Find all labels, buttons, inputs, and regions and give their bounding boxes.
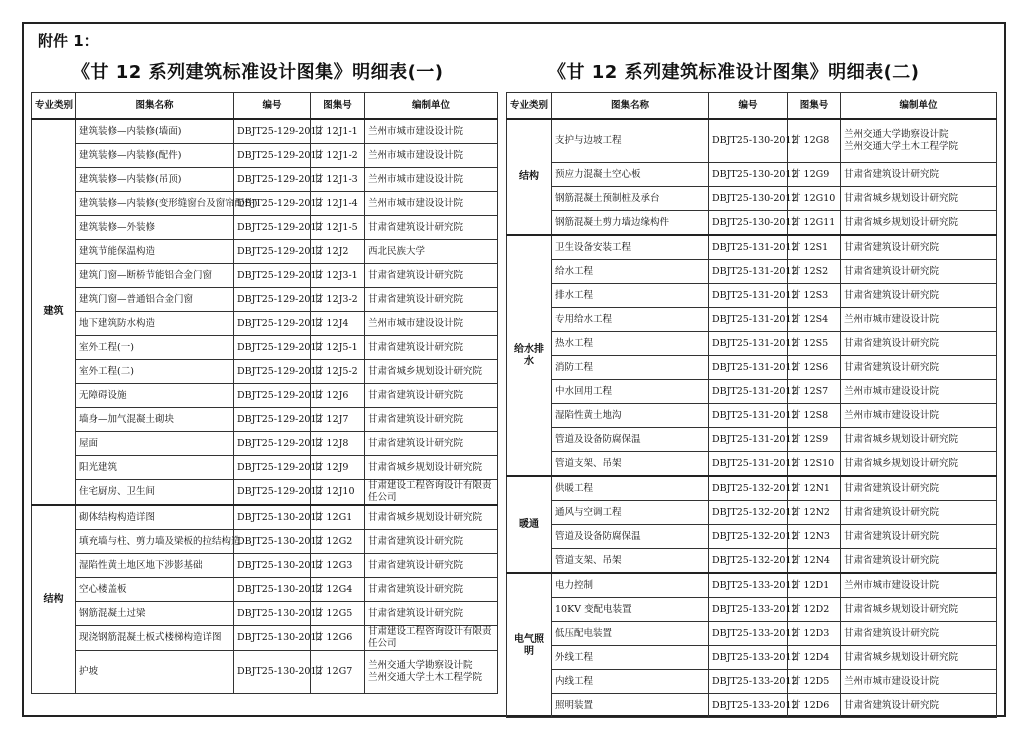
atlas-number-cell: 甘 12G9 [788, 163, 841, 187]
code-cell: DBJT25-129-2012 [234, 312, 311, 336]
organization-cell: 甘肃省建筑设计研究院 [365, 578, 498, 602]
right-table-title: 《甘 12 系列建筑标准设计图集》明细表(二) [548, 62, 920, 83]
atlas-number-cell: 甘 12J2 [311, 240, 365, 264]
atlas-number-cell: 甘 12J1-5 [311, 216, 365, 240]
table-row [32, 119, 498, 144]
atlas-number-cell: 甘 12D1 [788, 573, 841, 598]
atlas-name-cell: 地下建筑防水构造 [76, 312, 234, 336]
code-cell: DBJT25-130-2012 [709, 163, 788, 187]
header-organization: 编制单位 [841, 93, 997, 120]
atlas-number-cell: 甘 12S8 [788, 404, 841, 428]
right-header-row [507, 93, 997, 120]
atlas-name-cell: 建筑门窗—断桥节能铝合金门窗 [76, 264, 234, 288]
organization-cell: 甘肃省城乡规划设计研究院 [365, 456, 498, 480]
table-row [507, 332, 997, 356]
atlas-name-cell: 管道及设备防腐保温 [552, 428, 709, 452]
organization-cell: 甘肃省建筑设计研究院 [841, 501, 997, 525]
table-row [507, 235, 997, 260]
table-row [32, 530, 498, 554]
code-cell: DBJT25-131-2012 [709, 235, 788, 260]
code-cell: DBJT25-132-2012 [709, 525, 788, 549]
atlas-name-cell: 钢筋混凝土剪力墙边缘构件 [552, 211, 709, 236]
atlas-name-cell: 现浇钢筋混凝土板式楼梯构造详图 [76, 626, 234, 651]
code-cell: DBJT25-130-2012 [709, 119, 788, 163]
table-row [32, 336, 498, 360]
atlas-name-cell: 消防工程 [552, 356, 709, 380]
atlas-number-cell: 甘 12S10 [788, 452, 841, 477]
code-cell: DBJT25-131-2012 [709, 356, 788, 380]
table-row [507, 549, 997, 574]
atlas-name-cell: 钢筋混凝土过梁 [76, 602, 234, 626]
atlas-number-cell: 甘 12D4 [788, 646, 841, 670]
atlas-name-cell: 湿陷性黄土地沟 [552, 404, 709, 428]
atlas-number-cell: 甘 12G11 [788, 211, 841, 236]
atlas-number-cell: 甘 12S2 [788, 260, 841, 284]
atlas-number-cell: 甘 12G8 [788, 119, 841, 163]
atlas-name-cell: 排水工程 [552, 284, 709, 308]
header-atlas-number: 图集号 [311, 93, 365, 120]
atlas-number-cell: 甘 12J4 [311, 312, 365, 336]
table-row [507, 694, 997, 718]
organization-cell: 西北民族大学 [365, 240, 498, 264]
code-cell: DBJT25-131-2012 [709, 332, 788, 356]
atlas-name-cell: 建筑节能保温构造 [76, 240, 234, 264]
table-row [32, 384, 498, 408]
organization-cell: 甘肃省建筑设计研究院 [841, 622, 997, 646]
category-cell: 电气照明 [507, 573, 552, 718]
code-cell: DBJT25-130-2012 [234, 602, 311, 626]
code-cell: DBJT25-133-2012 [709, 573, 788, 598]
header-category: 专业类别 [507, 93, 552, 120]
code-cell: DBJT25-131-2012 [709, 404, 788, 428]
organization-cell: 兰州市城市建设设计院 [365, 312, 498, 336]
code-cell: DBJT25-130-2012 [234, 626, 311, 651]
code-cell: DBJT25-132-2012 [709, 501, 788, 525]
table-row [32, 240, 498, 264]
organization-cell: 兰州市城市建设设计院 [841, 308, 997, 332]
atlas-number-cell: 甘 12G6 [311, 626, 365, 651]
atlas-number-cell: 甘 12G3 [311, 554, 365, 578]
atlas-number-cell: 甘 12G1 [311, 505, 365, 530]
organization-cell: 兰州市城市建设设计院 [841, 380, 997, 404]
atlas-number-cell: 甘 12D2 [788, 598, 841, 622]
code-cell: DBJT25-130-2012 [234, 530, 311, 554]
code-cell: DBJT25-130-2012 [234, 554, 311, 578]
code-cell: DBJT25-129-2012 [234, 288, 311, 312]
code-cell: DBJT25-133-2012 [709, 670, 788, 694]
atlas-number-cell: 甘 12J3-1 [311, 264, 365, 288]
atlas-name-cell: 管道支架、吊架 [552, 452, 709, 477]
table-row [507, 308, 997, 332]
table-row [507, 501, 997, 525]
table-row [507, 525, 997, 549]
code-cell: DBJT25-133-2012 [709, 598, 788, 622]
organization-cell: 甘肃省城乡规划设计研究院 [841, 598, 997, 622]
organization-cell: 甘肃省建筑设计研究院 [365, 336, 498, 360]
atlas-name-cell: 住宅厨房、卫生间 [76, 480, 234, 506]
organization-cell: 兰州市城市建设设计院 [365, 119, 498, 144]
atlas-name-cell: 卫生设备安装工程 [552, 235, 709, 260]
code-cell: DBJT25-133-2012 [709, 694, 788, 718]
code-cell: DBJT25-129-2012 [234, 384, 311, 408]
organization-cell: 兰州交通大学勘察设计院 兰州交通大学土木工程学院 [365, 651, 498, 694]
table-row [507, 163, 997, 187]
table-row [32, 192, 498, 216]
organization-cell: 甘肃省建筑设计研究院 [365, 530, 498, 554]
atlas-number-cell: 甘 12D3 [788, 622, 841, 646]
table-row [507, 573, 997, 598]
code-cell: DBJT25-129-2012 [234, 408, 311, 432]
atlas-name-cell: 护坡 [76, 651, 234, 694]
table-row [507, 356, 997, 380]
table-row [32, 432, 498, 456]
organization-cell: 甘肃省建筑设计研究院 [841, 284, 997, 308]
code-cell: DBJT25-129-2012 [234, 119, 311, 144]
organization-cell: 甘肃省城乡规划设计研究院 [365, 360, 498, 384]
atlas-name-cell: 砌体结构构造详图 [76, 505, 234, 530]
atlas-number-cell: 甘 12N3 [788, 525, 841, 549]
attachment-label: 附件 1： [38, 32, 99, 50]
organization-cell: 兰州市城市建设设计院 [841, 404, 997, 428]
table-row [507, 598, 997, 622]
right-table [506, 92, 997, 718]
organization-cell: 兰州交通大学勘察设计院 兰州交通大学土木工程学院 [841, 119, 997, 163]
code-cell: DBJT25-129-2012 [234, 264, 311, 288]
organization-cell: 甘肃省建筑设计研究院 [365, 216, 498, 240]
atlas-name-cell: 管道支架、吊架 [552, 549, 709, 574]
atlas-name-cell: 室外工程(一) [76, 336, 234, 360]
organization-cell: 甘肃省城乡规划设计研究院 [841, 211, 997, 236]
atlas-number-cell: 甘 12J1-3 [311, 168, 365, 192]
code-cell: DBJT25-131-2012 [709, 260, 788, 284]
atlas-name-cell: 外线工程 [552, 646, 709, 670]
organization-cell: 甘肃省建筑设计研究院 [841, 525, 997, 549]
atlas-number-cell: 甘 12J5-2 [311, 360, 365, 384]
table-row [507, 187, 997, 211]
table-row [32, 264, 498, 288]
organization-cell: 兰州市城市建设设计院 [365, 192, 498, 216]
atlas-number-cell: 甘 12J9 [311, 456, 365, 480]
atlas-name-cell: 室外工程(二) [76, 360, 234, 384]
table-row [507, 670, 997, 694]
organization-cell: 兰州市城市建设设计院 [841, 573, 997, 598]
organization-cell: 兰州市城市建设设计院 [365, 168, 498, 192]
table-row [32, 456, 498, 480]
header-category: 专业类别 [32, 93, 76, 120]
table-row [507, 428, 997, 452]
code-cell: DBJT25-130-2012 [709, 211, 788, 236]
code-cell: DBJT25-129-2012 [234, 480, 311, 506]
category-cell: 结构 [32, 505, 76, 694]
code-cell: DBJT25-130-2012 [709, 187, 788, 211]
code-cell: DBJT25-129-2012 [234, 216, 311, 240]
atlas-name-cell: 热水工程 [552, 332, 709, 356]
organization-cell: 甘肃省建筑设计研究院 [365, 554, 498, 578]
atlas-name-cell: 预应力混凝土空心板 [552, 163, 709, 187]
atlas-number-cell: 甘 12S3 [788, 284, 841, 308]
left-header-row [32, 93, 498, 120]
organization-cell: 甘肃省建筑设计研究院 [841, 694, 997, 718]
code-cell: DBJT25-130-2012 [234, 651, 311, 694]
code-cell: DBJT25-129-2012 [234, 432, 311, 456]
header-atlas-name: 图集名称 [76, 93, 234, 120]
table-row [507, 646, 997, 670]
atlas-number-cell: 甘 12N4 [788, 549, 841, 574]
code-cell: DBJT25-133-2012 [709, 646, 788, 670]
organization-cell: 甘肃省城乡规划设计研究院 [841, 452, 997, 477]
atlas-name-cell: 建筑装修—内装修(吊顶) [76, 168, 234, 192]
table-row [507, 284, 997, 308]
atlas-name-cell: 中水回用工程 [552, 380, 709, 404]
header-organization: 编制单位 [365, 93, 498, 120]
organization-cell: 甘肃省建筑设计研究院 [841, 332, 997, 356]
code-cell: DBJT25-130-2012 [234, 578, 311, 602]
code-cell: DBJT25-129-2012 [234, 240, 311, 264]
organization-cell: 甘肃省建筑设计研究院 [841, 356, 997, 380]
atlas-number-cell: 甘 12S1 [788, 235, 841, 260]
code-cell: DBJT25-132-2012 [709, 549, 788, 574]
atlas-name-cell: 给水工程 [552, 260, 709, 284]
organization-cell: 兰州市城市建设设计院 [365, 144, 498, 168]
header-atlas-name: 图集名称 [552, 93, 709, 120]
category-cell: 结构 [507, 119, 552, 235]
atlas-name-cell: 无障碍设施 [76, 384, 234, 408]
code-cell: DBJT25-131-2012 [709, 428, 788, 452]
atlas-name-cell: 电力控制 [552, 573, 709, 598]
atlas-name-cell: 专用给水工程 [552, 308, 709, 332]
atlas-number-cell: 甘 12J1-4 [311, 192, 365, 216]
organization-cell: 兰州市城市建设设计院 [841, 670, 997, 694]
atlas-number-cell: 甘 12G7 [311, 651, 365, 694]
atlas-name-cell: 建筑装修—内装修(墙面) [76, 119, 234, 144]
table-row [32, 288, 498, 312]
code-cell: DBJT25-129-2012 [234, 192, 311, 216]
organization-cell: 甘肃省建筑设计研究院 [365, 408, 498, 432]
atlas-number-cell: 甘 12J1-1 [311, 119, 365, 144]
table-row [507, 622, 997, 646]
table-row [32, 578, 498, 602]
organization-cell: 甘肃省建筑设计研究院 [841, 235, 997, 260]
atlas-name-cell: 阳光建筑 [76, 456, 234, 480]
code-cell: DBJT25-129-2012 [234, 360, 311, 384]
organization-cell: 甘肃省城乡规划设计研究院 [841, 187, 997, 211]
organization-cell: 甘肃省建筑设计研究院 [841, 163, 997, 187]
table-row [32, 602, 498, 626]
atlas-name-cell: 低压配电装置 [552, 622, 709, 646]
atlas-name-cell: 建筑装修—内装修(变形缝窗台及窗帘配件) [76, 192, 234, 216]
code-cell: DBJT25-129-2012 [234, 144, 311, 168]
atlas-number-cell: 甘 12S7 [788, 380, 841, 404]
code-cell: DBJT25-131-2012 [709, 452, 788, 477]
table-row [32, 626, 498, 651]
table-row [32, 480, 498, 506]
organization-cell: 甘肃省建筑设计研究院 [841, 260, 997, 284]
atlas-number-cell: 甘 12G4 [311, 578, 365, 602]
code-cell: DBJT25-132-2012 [709, 476, 788, 501]
organization-cell: 甘肃省建筑设计研究院 [841, 476, 997, 501]
atlas-name-cell: 填充墙与柱、剪力墙及梁板的拉结构造 [76, 530, 234, 554]
atlas-number-cell: 甘 12D5 [788, 670, 841, 694]
header-code: 编号 [709, 93, 788, 120]
code-cell: DBJT25-131-2012 [709, 380, 788, 404]
table-row [32, 168, 498, 192]
atlas-name-cell: 内线工程 [552, 670, 709, 694]
atlas-number-cell: 甘 12G10 [788, 187, 841, 211]
atlas-name-cell: 管道及设备防腐保温 [552, 525, 709, 549]
atlas-number-cell: 甘 12G5 [311, 602, 365, 626]
table-row [32, 360, 498, 384]
organization-cell: 甘肃省建筑设计研究院 [365, 384, 498, 408]
atlas-name-cell: 照明装置 [552, 694, 709, 718]
atlas-name-cell: 空心楼盖板 [76, 578, 234, 602]
atlas-number-cell: 甘 12N2 [788, 501, 841, 525]
atlas-number-cell: 甘 12J8 [311, 432, 365, 456]
atlas-name-cell: 湿陷性黄土地区地下涉影基础 [76, 554, 234, 578]
table-row [507, 119, 997, 163]
table-row [32, 651, 498, 694]
atlas-name-cell: 建筑装修—外装修 [76, 216, 234, 240]
table-row [507, 476, 997, 501]
left-table [31, 92, 498, 694]
code-cell: DBJT25-130-2012 [234, 505, 311, 530]
left-table-title: 《甘 12 系列建筑标准设计图集》明细表(一) [72, 62, 444, 83]
category-cell: 建筑 [32, 119, 76, 505]
atlas-name-cell: 10KV 变配电装置 [552, 598, 709, 622]
organization-cell: 甘肃省建筑设计研究院 [365, 602, 498, 626]
table-row [507, 380, 997, 404]
header-atlas-number: 图集号 [788, 93, 841, 120]
atlas-number-cell: 甘 12S9 [788, 428, 841, 452]
table-row [32, 554, 498, 578]
atlas-name-cell: 通风与空调工程 [552, 501, 709, 525]
atlas-number-cell: 甘 12J5-1 [311, 336, 365, 360]
atlas-name-cell: 支护与边坡工程 [552, 119, 709, 163]
code-cell: DBJT25-129-2012 [234, 456, 311, 480]
code-cell: DBJT25-129-2012 [234, 336, 311, 360]
organization-cell: 甘肃省建筑设计研究院 [365, 432, 498, 456]
code-cell: DBJT25-133-2012 [709, 622, 788, 646]
atlas-number-cell: 甘 12J6 [311, 384, 365, 408]
organization-cell: 甘肃建设工程咨询设计有限责任公司 [365, 626, 498, 651]
atlas-name-cell: 墙身—加气混凝土砌块 [76, 408, 234, 432]
organization-cell: 甘肃省城乡规划设计研究院 [841, 646, 997, 670]
table-row [507, 404, 997, 428]
table-row [32, 505, 498, 530]
atlas-number-cell: 甘 12J10 [311, 480, 365, 506]
atlas-number-cell: 甘 12J7 [311, 408, 365, 432]
atlas-number-cell: 甘 12S5 [788, 332, 841, 356]
organization-cell: 甘肃省城乡规划设计研究院 [365, 505, 498, 530]
atlas-number-cell: 甘 12J1-2 [311, 144, 365, 168]
code-cell: DBJT25-129-2012 [234, 168, 311, 192]
code-cell: DBJT25-131-2012 [709, 284, 788, 308]
atlas-name-cell: 屋面 [76, 432, 234, 456]
atlas-name-cell: 供暖工程 [552, 476, 709, 501]
header-code: 编号 [234, 93, 311, 120]
atlas-number-cell: 甘 12S4 [788, 308, 841, 332]
atlas-name-cell: 建筑门窗—普通铝合金门窗 [76, 288, 234, 312]
table-row [32, 312, 498, 336]
organization-cell: 甘肃省建筑设计研究院 [365, 288, 498, 312]
atlas-number-cell: 甘 12D6 [788, 694, 841, 718]
table-row [32, 144, 498, 168]
category-cell: 暖通 [507, 476, 552, 573]
table-row [32, 216, 498, 240]
table-row [507, 211, 997, 236]
atlas-number-cell: 甘 12J3-2 [311, 288, 365, 312]
table-row [507, 260, 997, 284]
code-cell: DBJT25-131-2012 [709, 308, 788, 332]
table-row [507, 452, 997, 477]
atlas-number-cell: 甘 12N1 [788, 476, 841, 501]
organization-cell: 甘肃省城乡规划设计研究院 [841, 428, 997, 452]
atlas-number-cell: 甘 12G2 [311, 530, 365, 554]
table-row [32, 408, 498, 432]
category-cell: 给水排水 [507, 235, 552, 476]
organization-cell: 甘肃省建筑设计研究院 [365, 264, 498, 288]
atlas-name-cell: 建筑装修—内装修(配件) [76, 144, 234, 168]
organization-cell: 甘肃省建筑设计研究院 [841, 549, 997, 574]
organization-cell: 甘肃建设工程咨询设计有限责任公司 [365, 480, 498, 506]
atlas-name-cell: 钢筋混凝土预制桩及承台 [552, 187, 709, 211]
atlas-number-cell: 甘 12S6 [788, 356, 841, 380]
